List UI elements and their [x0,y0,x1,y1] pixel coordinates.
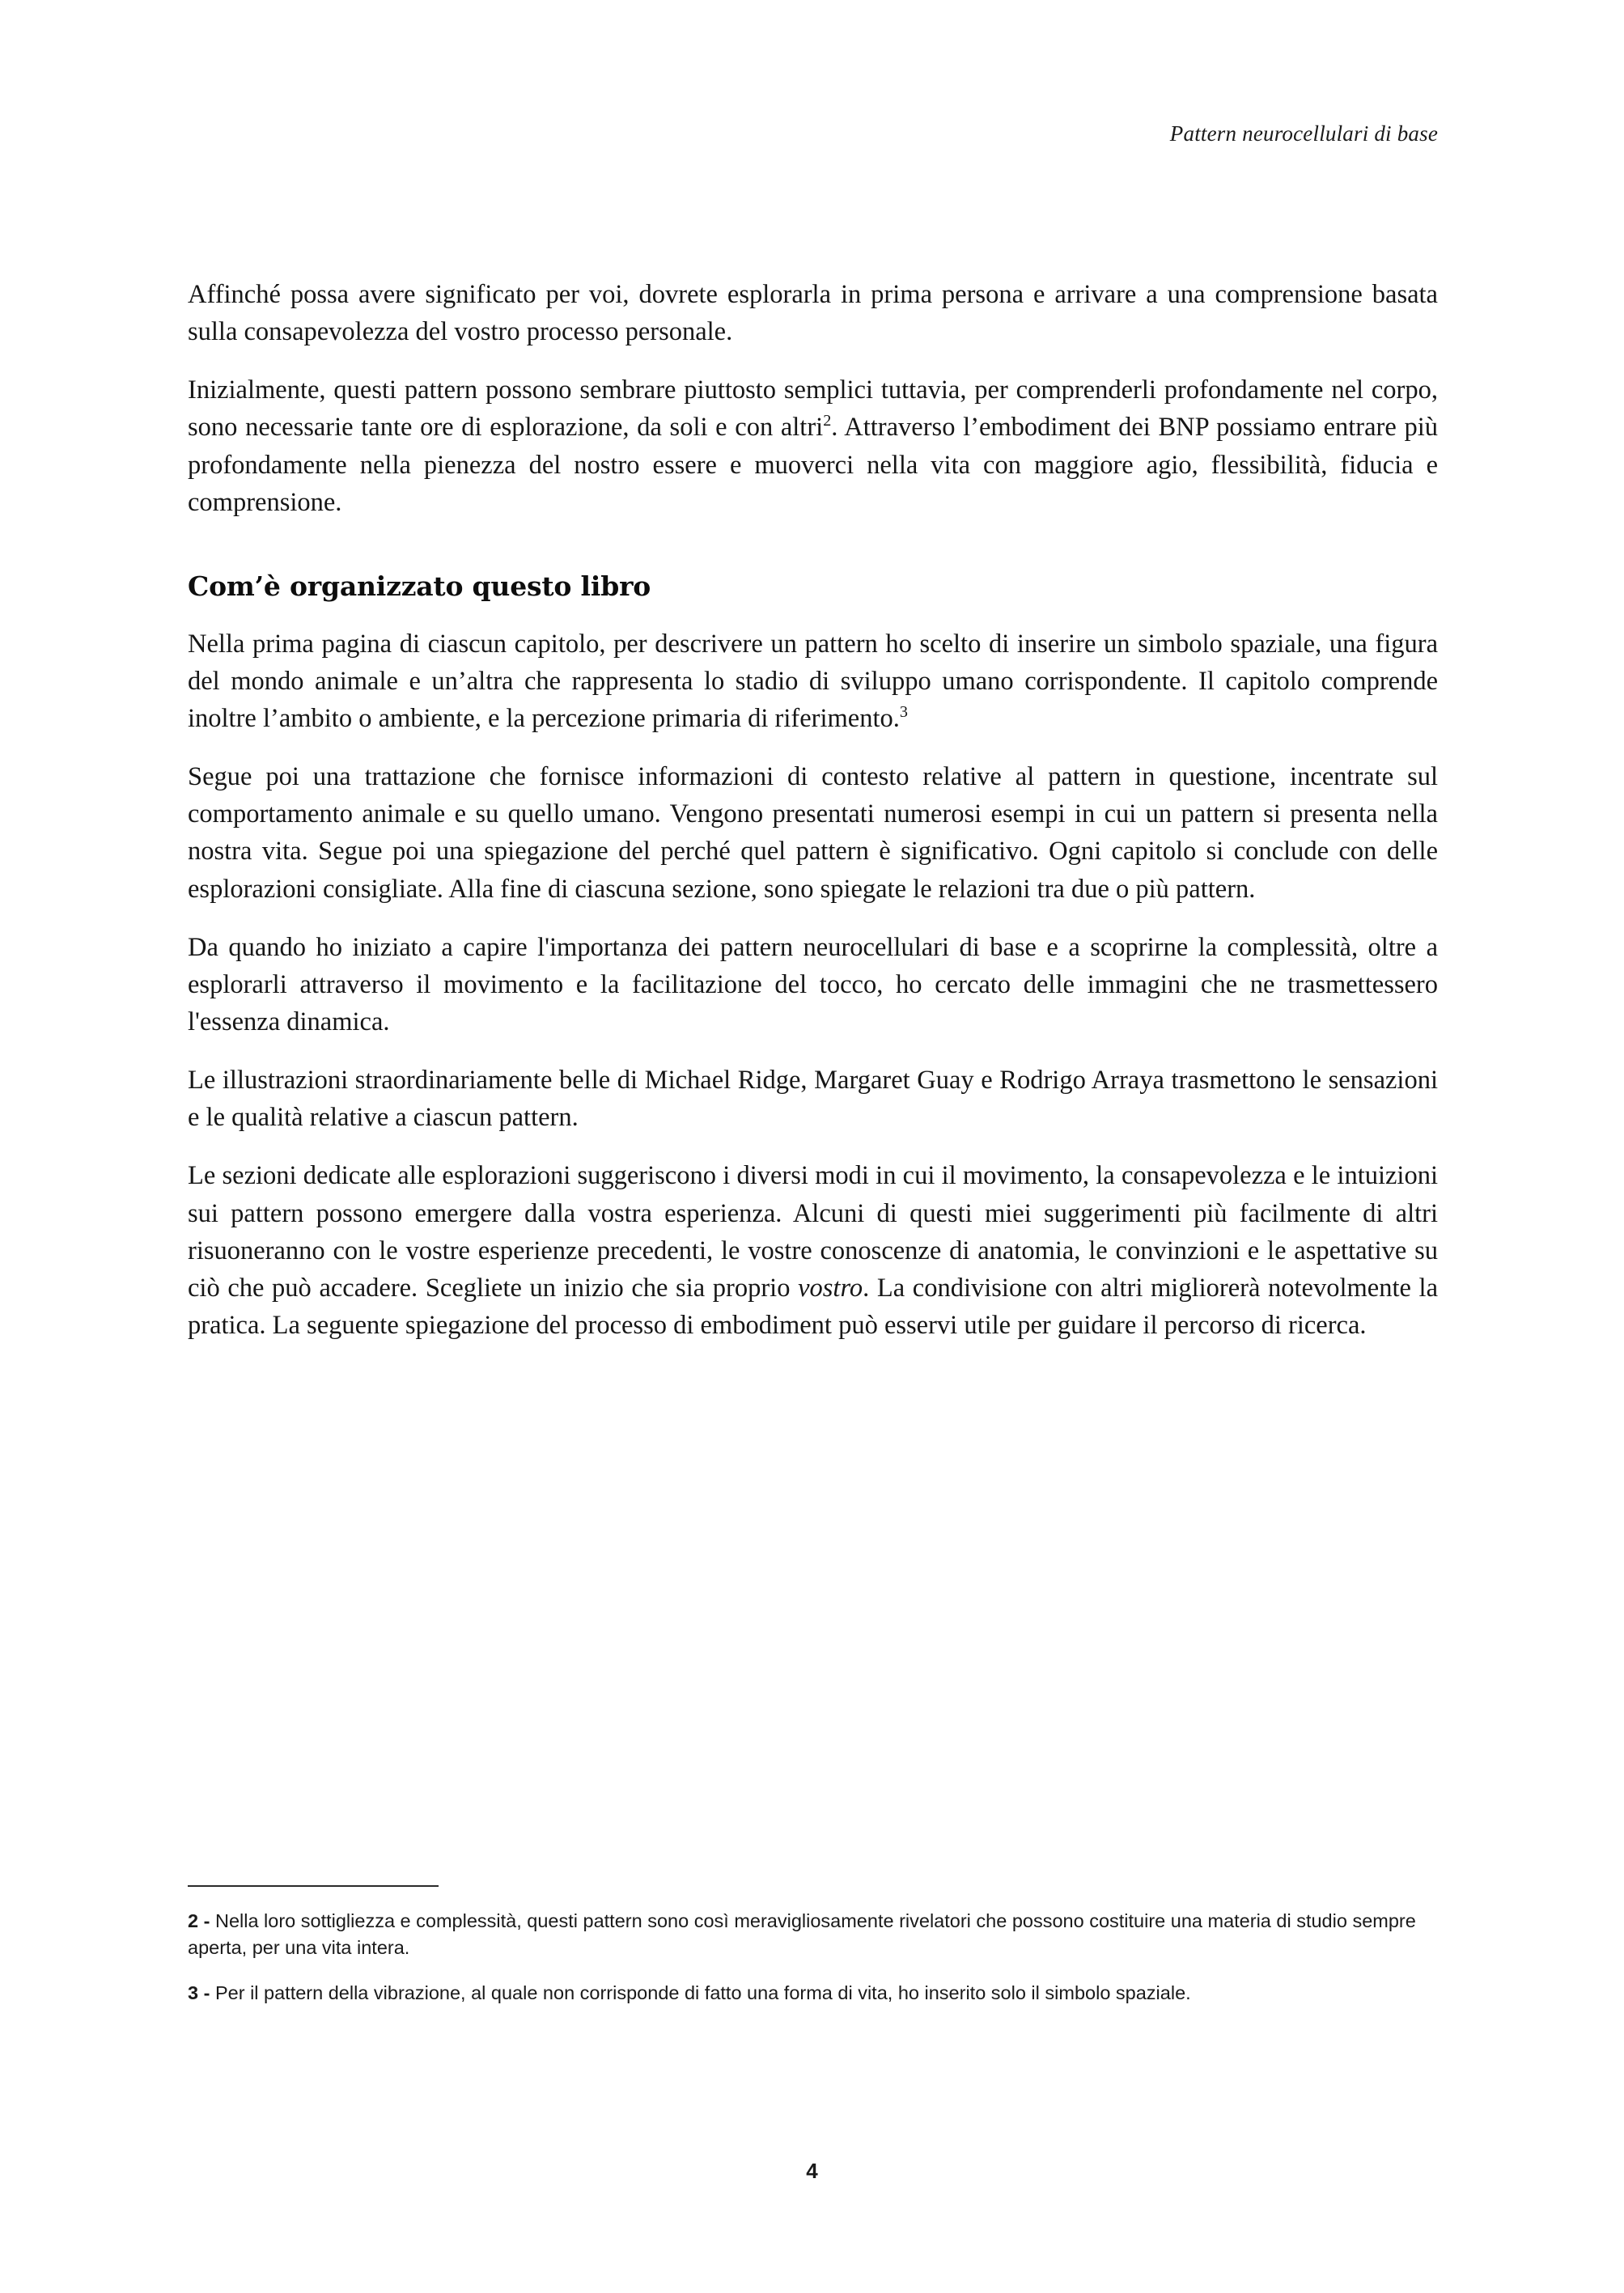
paragraph-2-continuation: . Attraverso l’embodiment dei BNP possiamo entrare più profondamente nella pienezza del nostro essere e muoverci nella vita con maggiore agio, flessibilità, fiducia e comprensione. [188,413,1439,517]
paragraph-2 [188,371,1438,521]
emphasis-vostro: vostro [798,1273,863,1303]
paragraph-7-text-before: Le sezioni dedicate alle esplorazioni suggeriscono i diversi modi in cui il movimento, la consapevolezza e le intuizioni sui pattern possono emergere dalla vostra esperienza. Alcuni di questi miei suggerimenti più facilmente di altri risuoneranno con le vostre esperienze precedenti, le vostre conoscenze di anatomia, le convinzioni e le aspettative su ciò che può accadere. Scegliete un inizio che sia proprio [188,1161,1438,1303]
paragraph-6: Le illustrazioni straordinariamente belle di Michael Ridge, Margaret Guay e Rodrigo Arraya trasmettono le sensazioni e le qualità relative a ciascun pattern. [188,1066,1438,1133]
paragraph-3 [188,625,1438,737]
footnote-3-text: Per il pattern della vibrazione, al quale non corrisponde di fatto una forma di vita, ho inserito solo il simbolo spaziale. [210,1981,1191,2003]
paragraph-3-text: Nella prima pagina di ciascun capitolo, per descrivere un pattern ho scelto di inserire un simbolo spaziale, una figura del mondo animale e un’altra che rappresenta lo stadio di sviluppo umano corrispondente. Il capitolo comprende inoltre l’ambito o ambiente, e la percezione primaria di riferimento. [188,629,1438,733]
section-heading: Com’è organizzato questo libro [188,570,651,602]
body-text [188,276,1438,1344]
running-head: Pattern neurocellulari di base [1169,121,1438,146]
paragraph-4: Segue poi una trattazione che fornisce informazioni di contesto relative al pattern in questione, incentrate sul comportamento animale e su quello umano. Vengono presentati numerosi esempi in cui un pattern si presenta nella nostra vita. Segue poi una spiegazione del perché quel pattern è significativo. Ogni capitolo si conclude con delle esplorazioni consigliate. Alla fine di ciascuna sezione, sono spiegate le relazioni tra due o più pattern. [188,762,1438,904]
footnote-3-marker: 3 - [188,1981,210,2003]
paragraph-2-text: Inizialmente, questi pattern possono sembrare piuttosto semplici tuttavia, per comprenderli profondamente nel corpo, sono necessarie tante ore di esplorazione, da soli e con altri [188,375,1438,443]
page-content [188,0,1438,1365]
footnote-2-text: Nella loro sottigliezza e complessità, questi pattern sono così meravigliosamente rivelatori che possono costituire una materia di studio sempre aperta, per una vita intera. [188,1910,1416,1959]
paragraph-7 [188,1157,1438,1344]
footnote-area [188,1885,1438,2024]
footnote-2 [188,1908,1438,1962]
footnote-ref-3[interactable]: 3 [899,703,908,722]
footnote-2-marker: 2 - [188,1910,210,1931]
page-number: 4 [806,2159,818,2183]
paragraph-1: Affinché possa avere significato per voi, dovrete esplorarla in prima persona e arrivare a una comprensione basata sulla consapevolezza del vostro processo personale. [188,280,1438,347]
footnote-ref-2[interactable]: 2 [823,412,832,430]
footnote-3 [188,1980,1438,2007]
paragraph-7-text-after: . La condivisione con altri migliorerà notevolmente la pratica. La seguente spiegazione del processo di embodiment può esservi utile per guidare il percorso di ricerca. [188,1273,1438,1340]
footnote-separator [188,1885,439,1887]
paragraph-5: Da quando ho iniziato a capire l'importanza dei pattern neurocellulari di base e a scoprirne la complessità, oltre a esplorarli attraverso il movimento e la facilitazione del tocco, ho cercato delle immagini che ne trasmettessero l'essenza dinamica. [188,932,1438,1036]
